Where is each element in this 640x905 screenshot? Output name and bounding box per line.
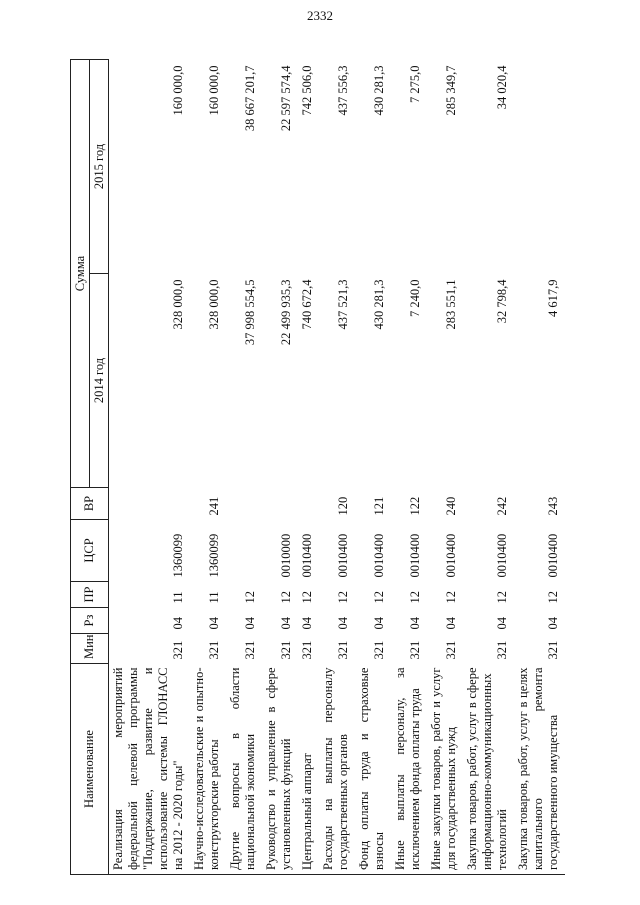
row-sum-2015: 285 349,7: [444, 65, 458, 116]
row-sum-2015: 7 275,0: [408, 65, 422, 103]
row-name: Иные выплаты персоналу, за исключением фонда оплаты труда: [391, 664, 427, 875]
row-rz: 04: [372, 617, 386, 630]
row-vr: 241: [207, 496, 221, 516]
row-sum-2015: 22 597 574,4: [279, 65, 293, 132]
table-row: [319, 60, 355, 875]
row-vr: [226, 488, 262, 520]
row-pr: 12: [444, 591, 458, 604]
row-min: 321: [207, 640, 221, 660]
row-csr: 0010400: [372, 533, 386, 578]
row-sum-2015: 34 020,4: [495, 65, 509, 110]
header-2015: 2015 год: [90, 60, 109, 274]
row-sum-2014: 430 281,3: [372, 279, 386, 330]
row-pr: 12: [279, 591, 293, 604]
row-csr: 1360099: [171, 533, 185, 578]
row-min: 321: [444, 640, 458, 660]
row-vr: 122: [408, 496, 422, 516]
row-vr: 243: [546, 496, 560, 516]
row-rz: 04: [171, 617, 185, 630]
row-rz: 04: [546, 617, 560, 630]
row-pr: 12: [372, 591, 386, 604]
header-csr: ЦСР: [71, 520, 109, 582]
row-sum-2015: 160 000,0: [171, 65, 185, 116]
row-min: 321: [408, 640, 422, 660]
row-csr: 0010400: [336, 533, 350, 578]
row-min: 321: [372, 640, 386, 660]
row-name: Центральный аппарат: [298, 664, 319, 875]
row-pr: 11: [207, 591, 221, 604]
row-pr: 12: [336, 591, 350, 604]
row-rz: 04: [243, 617, 257, 630]
row-rz: 04: [408, 617, 422, 630]
table-row: [463, 60, 514, 875]
row-rz: 04: [336, 617, 350, 630]
header-min: Мин: [71, 634, 109, 664]
row-vr: 121: [372, 496, 386, 516]
row-sum-2014: 740 672,4: [300, 279, 314, 330]
row-name: Иные закупки товаров, работ и услуг для государственных нужд: [427, 664, 463, 875]
header-rz: Рз: [71, 608, 109, 634]
row-name: Реализация мероприятий федеральной целевой программы "Поддержание, развитие и использование системы ГЛОНАСС на 2012 - 2020 годы": [109, 664, 191, 875]
table-row: [427, 60, 463, 875]
row-pr: 12: [546, 591, 560, 604]
row-vr: 240: [444, 496, 458, 516]
row-min: 321: [171, 640, 185, 660]
row-vr: 242: [495, 496, 509, 516]
row-sum-2014: 437 521,3: [336, 279, 350, 330]
row-pr: 12: [243, 591, 257, 604]
row-rz: 04: [279, 617, 293, 630]
row-name: Научно-исследовательские и опытно-конструкторские работы: [190, 664, 226, 875]
row-csr: 0010400: [546, 533, 560, 578]
row-sum-2014: 7 240,0: [408, 279, 422, 317]
row-pr: 12: [408, 591, 422, 604]
header-sum: Сумма: [71, 60, 90, 488]
row-sum-2015: 160 000,0: [207, 65, 221, 116]
row-csr: 0010400: [300, 533, 314, 578]
header-2014: 2014 год: [90, 274, 109, 488]
row-vr: [262, 488, 298, 520]
row-csr: 1360099: [207, 533, 221, 578]
row-rz: 04: [300, 617, 314, 630]
table-row: [514, 60, 565, 875]
row-min: 321: [546, 640, 560, 660]
header-vr: ВР: [71, 488, 109, 520]
rotated-table-page: [70, 60, 580, 875]
row-name: Закупка товаров, работ, услуг в сфере информационно-коммуникационных технологий: [463, 664, 514, 875]
row-name: Расходы на выплаты персоналу государственных органов: [319, 664, 355, 875]
row-csr: 0010400: [444, 533, 458, 578]
row-sum-2015: 742 506,0: [300, 65, 314, 116]
row-sum-2014: 37 998 554,5: [243, 279, 257, 346]
table-row: [355, 60, 391, 875]
row-csr: 0010400: [408, 533, 422, 578]
row-name: Руководство и управление в сфере установленных функций: [262, 664, 298, 875]
row-min: 321: [495, 640, 509, 660]
budget-table: [70, 59, 565, 875]
row-csr: 0010000: [279, 533, 293, 578]
row-sum-2014: 22 499 935,3: [279, 279, 293, 346]
page-number: 2332: [307, 8, 333, 23]
row-rz: 04: [495, 617, 509, 630]
row-min: 321: [336, 640, 350, 660]
row-sum-2014: 4 617,9: [546, 279, 560, 317]
row-sum-2015: [514, 60, 565, 274]
row-sum-2015: 430 281,3: [372, 65, 386, 116]
header-name: Наименование: [71, 664, 109, 875]
row-csr: 0010400: [495, 533, 509, 578]
row-name: Фонд оплаты труда и страховые взносы: [355, 664, 391, 875]
table-row: [190, 60, 226, 875]
row-name: Другие вопросы в области национальной экономики: [226, 664, 262, 875]
row-sum-2014: 328 000,0: [207, 279, 221, 330]
row-pr: 12: [495, 591, 509, 604]
row-rz: 04: [444, 617, 458, 630]
row-sum-2015: 437 556,3: [336, 65, 350, 116]
row-sum-2014: 32 798,4: [495, 279, 509, 324]
row-csr: [226, 520, 262, 582]
row-sum-2014: 283 551,1: [444, 279, 458, 330]
row-vr: 120: [336, 496, 350, 516]
row-min: 321: [243, 640, 257, 660]
header-pr: ПР: [71, 582, 109, 608]
row-name: Закупка товаров, работ, услуг в целях капитального ремонта государственного имущества: [514, 664, 565, 875]
row-rz: 04: [207, 617, 221, 630]
table-row: [298, 60, 319, 875]
row-vr: [109, 488, 191, 520]
row-min: 321: [300, 640, 314, 660]
table-row: [109, 60, 191, 875]
table-row: [391, 60, 427, 875]
row-sum-2015: 38 667 201,7: [243, 65, 257, 132]
row-pr: 11: [171, 591, 185, 604]
row-min: 321: [279, 640, 293, 660]
row-pr: 12: [300, 591, 314, 604]
row-vr: [298, 488, 319, 520]
table-row: [262, 60, 298, 875]
table-row: [226, 60, 262, 875]
row-sum-2014: 328 000,0: [171, 279, 185, 330]
